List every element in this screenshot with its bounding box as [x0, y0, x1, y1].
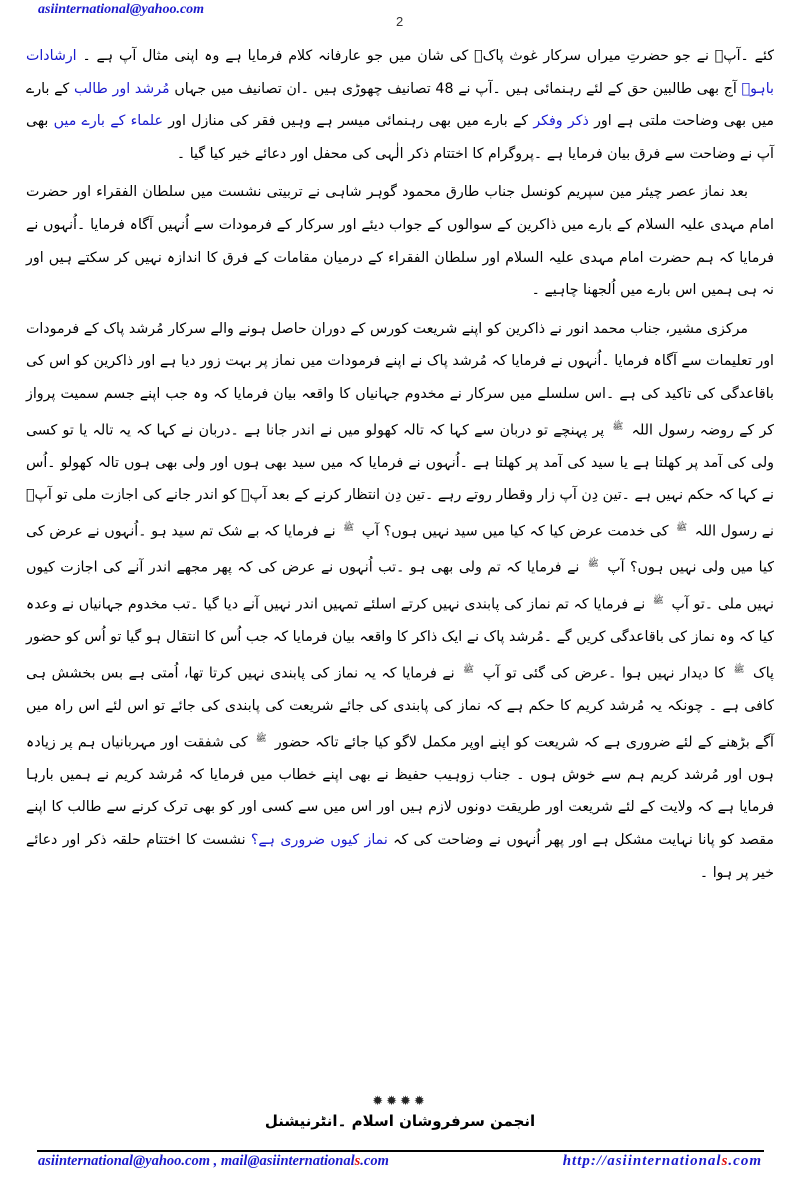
honorific-glyph: ﷺ — [652, 595, 664, 606]
footer-divider — [37, 1150, 764, 1152]
text: کا دیدار نہیں ہوا ۔عرض کی گئی تو آپ — [482, 665, 726, 682]
url-text[interactable]: http://asiinternational — [562, 1153, 722, 1169]
highlight-irshadat-bahu: ارشادات باہوؒ — [26, 48, 775, 97]
text: نے فرمایا کہ یہ نماز کی پابندی نہیں کرتا تھا، اُمتی ہے بس بخشش ہی کافی ہے ۔ چونکہ یہ مُرشد کریم کا حکم ہے کہ نماز کی پابندی کی جائے شریعت کی پابندی کی جائے تو اس لئے اس راہ میں آگے بڑھنے کے لئے ضروری ہے کہ شریعت کو اپنے اوپر مکمل لاگو کیا جائے تاکہ حضور — [26, 665, 774, 751]
paragraph-namaz — [26, 313, 774, 890]
text: کے بارے میں بھی وضاحت ملتی ہے اور — [26, 80, 774, 130]
honorific-glyph: ﷺ — [343, 523, 355, 534]
text: کئے ۔آپؒ نے جو حضرتِ میراں سرکار غوث پاکؓ کی شان میں جو عارفانہ کلام فرمایا ہے وہ اپنی مثال آپ ہے ۔ — [82, 48, 774, 64]
url-suffix[interactable]: .com — [728, 1153, 762, 1169]
article-body — [26, 40, 774, 895]
text: نے فرمایا کہ تم نماز کی پابندی نہیں کرتے اسلئے تمہیں اندر نہیں آنے دیا گیا ۔تب مخدوم جہانیاں نے وعدہ کیا کہ وہ نماز کی باقاعدگی کریں گے ۔مُرشد پاک نے ایک ذاکر کا واقعہ بیان فرمایا کہ جب اُس کا انتقال ہو گیا تو اُس کو حضور پاک — [26, 596, 774, 682]
highlight-namaz-zaroori: نماز کیوں ضروری ہے؟ — [250, 832, 388, 849]
text: آج بھی طالبین حق کے لئے رہنمائی ہیں ۔آپ نے 48 تصانیف چھوڑی ہیں ۔ان تصانیف میں جہاں — [169, 80, 737, 97]
honorific-glyph: ﷺ — [612, 421, 624, 432]
honorific-glyph: ﷺ — [587, 559, 599, 570]
text: مرکزی مشیر، جناب محمد انور نے ذاکرین کو اپنے شریعت کورس کے دوران حاصل ہونے والے سرکار مُرشد پاک کے فرمودات اور تعلیمات سے آگاہ فرمایا ۔اُنہوں نے فرمایا کہ مُرشد پاک نے اپنے فرمودات میں نماز پر بہت زور دیا ہے اور ذاکرین کو اس کی باقاعدگی کی تاکید کی ہے ۔اس سلسلے میں سرکار نے مخدوم جہانیاں کا واقعہ بیان فرمایا کہ وہ جب اپنے جسم سمیت پرواز کر کے روضہ رسول اللہ — [26, 320, 775, 439]
footer-website-link[interactable] — [563, 1153, 762, 1170]
page-number: 2 — [396, 14, 404, 29]
highlight-ulama: علماء کے بارے میں — [53, 113, 163, 130]
highlight-murshid-talib: مُرشد اور طالب — [73, 80, 170, 97]
email-text[interactable]: asiinternational@yahoo.com , mail@asiinternational — [38, 1153, 355, 1169]
header-email-link[interactable]: asiinternational@yahoo.com — [38, 2, 205, 17]
paragraph-training-session: بعد نماز عصر چیئر مین سپریم کونسل جناب طارق محمود گوہر شاہی نے تربیتی نشست میں سلطان الفقراء اور حضرت امام مہدی علیہ السلام کے بارے میں ذاکرین کے سوالوں کے جواب دیئے اور سرکار کے فرمودات سے اُنہیں آگاہ فرمایا ۔اُنہوں نے فرمایا کہ ہم حضرت امام مہدی علیہ السلام اور سلطان الفقراء کے درمیان مقامات کے فرق کا اندازہ نہیں کر سکتے ہیں اور نہ ہی ہمیں اس بارے میں اُلجھنا چاہیے ۔ — [26, 184, 774, 299]
text: بھی آپ نے وضاحت سے فرق بیان فرمایا ہے ۔پروگرام کا اختتام ذکر الٰہی کی محفل اور دعائے خیر کیا گیا ۔ — [26, 113, 774, 162]
honorific-glyph: ﷺ — [255, 733, 267, 744]
footer-email-links[interactable] — [38, 1153, 389, 1170]
organization-name: انجمن سرفروشان اسلام ۔انٹرنیشنل — [264, 1112, 536, 1130]
text: کی شفقت اور مہربانیاں ہم پر زیادہ ہوں اور مُرشد کریم ہم سے خوش ہوں ۔ جناب زوہیب حفیظ نے بھی اپنے خطاب میں فرمایا کہ مُرشد کریم نے ہمیں بارہا فرمایا ہے کہ ولایت کے لئے شریعت اور طریقت دونوں لازم ہیں اور اس میں سے کسی اور کو بھی ترک کرنے سے طالب کا اپنے مقصد کو پانا نہایت مشکل ہے اور پھر اُنہوں نے وضاحت کی کہ — [26, 734, 774, 849]
paragraph-bahu — [26, 40, 774, 170]
email-red-letter[interactable]: s — [354, 1153, 361, 1169]
honorific-glyph: ﷺ — [733, 664, 745, 675]
text: نے فرمایا کہ تم ولی بھی ہو ۔تب اُنہوں نے عرض کی کہ پھر مجھے اندر آنے کی اجازت کیوں نہیں ملی ۔تو آپ — [26, 560, 775, 613]
email-suffix[interactable]: .com — [360, 1153, 389, 1169]
text: پر پہنچے تو دربان سے کہا کہ تالہ کھولو میں نے اندر جانا ہے ۔دربان نے کہا کہ یہ تالہ یا تو کسی ولی کی آمد پر کھلتا ہے یا سید کی آمد پر کھلتا ہے ۔اُنہوں نے فرمایا کہ میں سید بھی ہوں اور ولی بھی ہوں تالہ کھولو ۔اُس نے کہا کہ حکم نہیں ہے ۔تین دِن آپ زار وقطار روتے رہے ۔تین دِن انتظار کرنے کے بعد آپؒ کو اندر جانے کی اجازت ملی تو آپؒ نے رسول اللہ — [26, 422, 774, 540]
separator-ornament-icon: ✹✹✹✹ — [372, 1094, 428, 1109]
honorific-glyph: ﷺ — [676, 523, 688, 534]
honorific-glyph: ﷺ — [463, 664, 475, 675]
url-red-letter[interactable]: s — [721, 1153, 729, 1169]
text: کے بارے میں بھی رہنمائی میسر ہے وہیں فقر کی منازل اور — [162, 113, 529, 130]
text: نے فرمایا کہ بے شک تم سید ہو ۔اُنہوں نے عرض کی کیا میں ولی نہیں ہوں؟ آپ — [26, 523, 774, 577]
text: کی خدمت عرض کیا کہ کیا میں سید نہیں ہوں؟ آپ — [361, 523, 669, 540]
text: نشست کا اختتام حلقہ ذکر اور دعائے خیر پر ہوا ۔ — [26, 832, 774, 881]
highlight-zikr-fikr: ذکر وفکر — [533, 113, 589, 130]
